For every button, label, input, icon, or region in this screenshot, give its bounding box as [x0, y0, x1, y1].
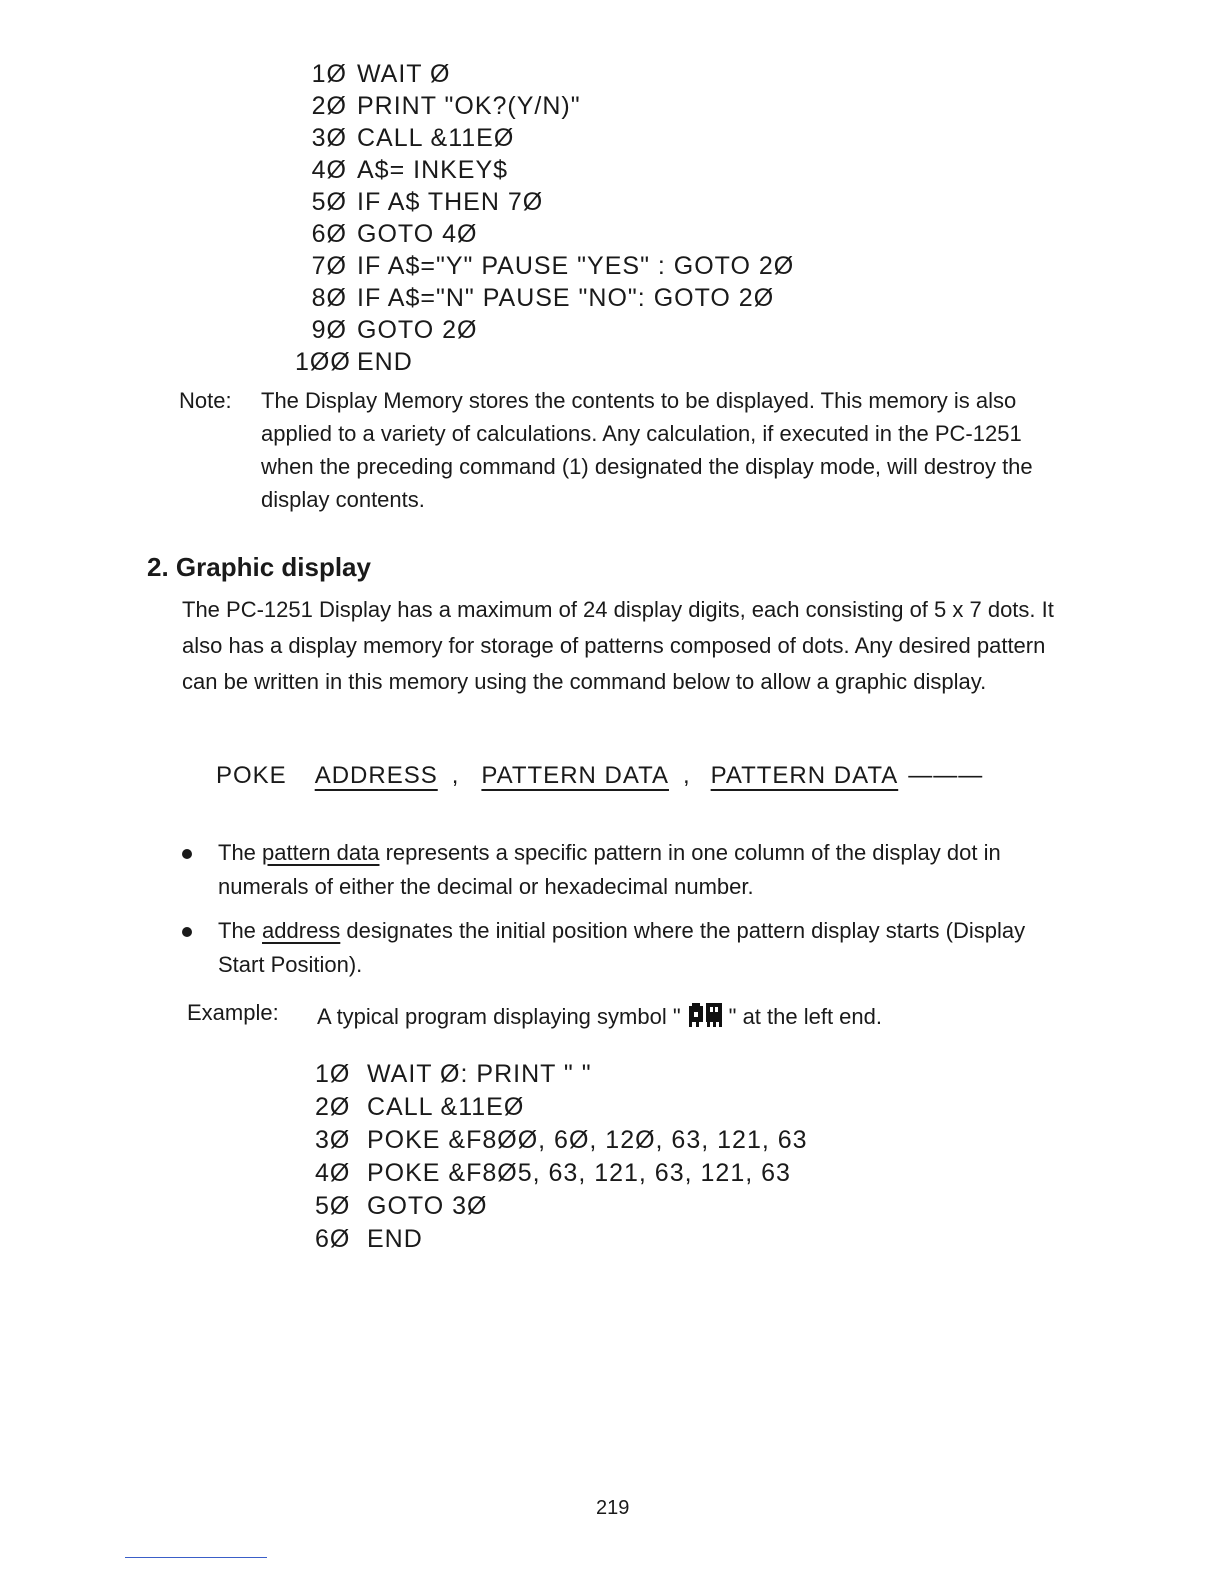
poke-pattern-data: PATTERN DATA	[481, 762, 669, 789]
code-statement: WAIT Ø	[357, 60, 451, 88]
code-statement: IF A$="Y" PAUSE "YES" : GOTO 2Ø	[357, 252, 795, 280]
line-number: 5Ø	[311, 188, 347, 216]
line-number: 1ØØ	[295, 348, 351, 376]
bullet-text	[218, 836, 1073, 904]
code-statement: PRINT "OK?(Y/N)"	[357, 92, 581, 120]
line-number: 3Ø	[311, 124, 347, 152]
dot-pattern-symbol-icon	[685, 1000, 725, 1030]
bullet-text-part: The	[218, 918, 263, 943]
example-label: Example:	[187, 1000, 279, 1025]
poke-syntax	[216, 762, 983, 790]
section-paragraph: The PC-1251 Display has a maximum of 24 display digits, each consisting of 5 x 7 dots. It also has a display memory for storage of patterns composed of dots. Any desired pattern can be written in this memory using the command below to allow a graphic display.	[182, 597, 1054, 694]
example-text	[317, 1000, 882, 1030]
line-number: 4Ø	[315, 1159, 351, 1187]
section-heading: 2. Graphic display	[147, 552, 371, 582]
poke-address: ADDRESS	[314, 762, 438, 789]
code-statement: POKE &F8ØØ, 6Ø, 12Ø, 63, 121, 63	[367, 1126, 808, 1154]
line-number: 9Ø	[311, 316, 347, 344]
line-number: 2Ø	[311, 92, 347, 120]
poke-separator: ,	[451, 762, 460, 789]
line-number: 8Ø	[311, 284, 347, 312]
bullet-term: address	[262, 918, 341, 943]
code-statement: END	[357, 348, 413, 376]
note-label: Note:	[179, 388, 232, 413]
line-number: 5Ø	[315, 1192, 351, 1220]
bullet-icon	[182, 927, 192, 937]
poke-pattern-data: PATTERN DATA	[710, 762, 899, 789]
code-statement: GOTO 3Ø	[367, 1192, 488, 1220]
note-text: The Display Memory stores the contents to be displayed. This memory is also applied to a variety of calculations. Any calculation, if executed in the PC-1251 when the preceding command (1) designated the display mode, will destroy the display contents.	[261, 388, 1033, 512]
example-text-part: A typical program displaying symbol "	[317, 1004, 681, 1029]
line-number: 3Ø	[315, 1126, 351, 1154]
bullet-term: pattern data	[262, 840, 380, 865]
line-number: 1Ø	[311, 60, 347, 88]
code-statement: WAIT Ø: PRINT " "	[367, 1060, 592, 1088]
page-number: 219	[596, 1497, 630, 1519]
code-statement: CALL &11EØ	[357, 124, 515, 152]
bullet-text-part: designates the initial position where the pattern display starts (Display Start Position).	[218, 918, 1026, 977]
code-statement: IF A$ THEN 7Ø	[357, 188, 544, 216]
code-statement: A$= INKEY$	[357, 156, 509, 184]
code-statement: END	[367, 1225, 423, 1253]
footer-divider	[125, 1557, 267, 1558]
line-number: 4Ø	[311, 156, 347, 184]
line-number: 6Ø	[315, 1225, 351, 1253]
code-statement: GOTO 2Ø	[357, 316, 478, 344]
code-statement: POKE &F8Ø5, 63, 121, 63, 121, 63	[367, 1159, 791, 1187]
line-number: 6Ø	[311, 220, 347, 248]
bullet-text	[218, 914, 1073, 982]
poke-separator: ,	[682, 762, 691, 789]
line-number: 7Ø	[311, 252, 347, 280]
line-number: 1Ø	[315, 1060, 351, 1088]
poke-keyword: POKE	[216, 762, 287, 789]
line-number: 2Ø	[315, 1093, 351, 1121]
code-statement: CALL &11EØ	[367, 1093, 525, 1121]
poke-continuation: ———	[908, 762, 984, 789]
code-statement: GOTO 4Ø	[357, 220, 478, 248]
bullet-text-part: The	[218, 840, 263, 865]
example-text-part: " at the left end.	[728, 1004, 882, 1029]
code-statement: IF A$="N" PAUSE "NO": GOTO 2Ø	[357, 284, 775, 312]
bullet-text-part: represents a specific pattern in one column of the display dot in numerals of either the decimal or hexadecimal number.	[218, 840, 1001, 899]
bullet-icon	[182, 849, 192, 859]
